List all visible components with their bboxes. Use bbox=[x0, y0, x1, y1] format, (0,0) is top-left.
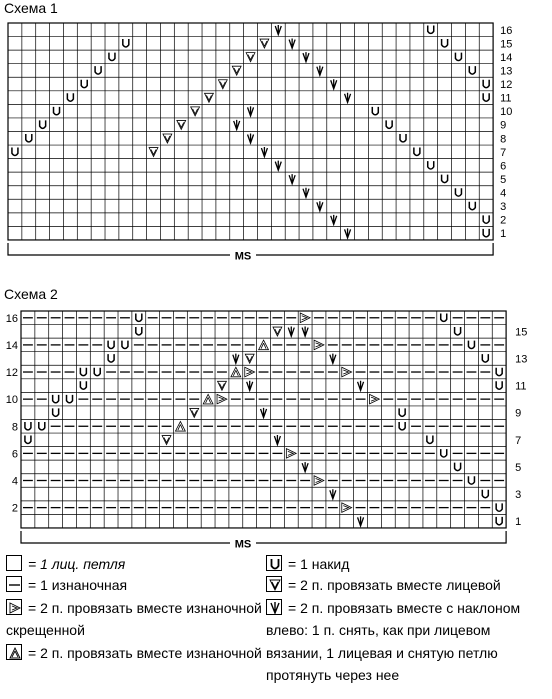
p2tog-icon bbox=[231, 367, 241, 377]
up-triangle-icon bbox=[6, 644, 22, 660]
row-number: 5 bbox=[500, 173, 507, 186]
ssk-arrow-icon bbox=[358, 381, 364, 391]
p2tog-tbl-icon bbox=[314, 476, 324, 486]
yarn-over-icon bbox=[482, 354, 488, 362]
legend-yo-text: = 1 накид bbox=[288, 555, 350, 572]
row-number: 14 bbox=[5, 339, 18, 352]
k2tog-icon bbox=[245, 354, 254, 363]
k2tog-icon bbox=[260, 39, 269, 48]
k2tog-icon bbox=[190, 408, 199, 417]
scheme1-title: Схема 1 bbox=[4, 0, 58, 16]
yarn-over-icon bbox=[496, 517, 502, 525]
k2tog-icon bbox=[218, 80, 227, 89]
yarn-over-icon bbox=[427, 436, 433, 444]
row-number: 3 bbox=[515, 489, 522, 502]
row-number: 16 bbox=[500, 24, 513, 37]
p2tog-tbl-icon bbox=[342, 367, 352, 377]
yarn-over-icon bbox=[441, 314, 447, 322]
yarn-over-icon bbox=[468, 341, 474, 349]
legend-k2tog bbox=[266, 574, 501, 596]
p2tog-icon bbox=[259, 340, 269, 350]
row-number: 3 bbox=[500, 201, 507, 214]
row-number: 13 bbox=[500, 65, 513, 78]
row-number: 2 bbox=[11, 502, 18, 515]
row-number: 6 bbox=[500, 160, 507, 173]
yarn-over-icon bbox=[40, 120, 46, 128]
yarn-over-icon bbox=[136, 327, 142, 335]
row-number: 6 bbox=[11, 448, 18, 461]
row-number: 9 bbox=[500, 119, 507, 132]
dash-icon bbox=[6, 576, 22, 592]
yarn-over-icon bbox=[123, 39, 129, 47]
yarn-over-icon bbox=[442, 175, 448, 183]
yarn-over-icon bbox=[108, 354, 114, 362]
ssk-arrow-icon bbox=[234, 120, 240, 130]
yarn-over-icon bbox=[455, 188, 461, 196]
row-number: 15 bbox=[500, 38, 513, 51]
ssk-arrow-icon bbox=[247, 381, 253, 391]
p2tog-tbl-icon bbox=[314, 340, 324, 350]
ssk-arrow-icon bbox=[261, 408, 267, 418]
legend-ssk-text-2: влево: 1 п. снять, как при лицевом bbox=[266, 621, 491, 638]
ms-label: MS bbox=[234, 250, 252, 263]
yarn-over-icon bbox=[53, 395, 59, 403]
yarn-over-icon bbox=[469, 66, 475, 74]
legend-knit-text: = 1 лиц. петля bbox=[28, 555, 126, 572]
yarn-over-icon bbox=[80, 368, 86, 376]
ssk-arrow-icon bbox=[330, 354, 336, 364]
legend-p2tog-tbl-cont bbox=[6, 619, 85, 641]
yarn-over-icon bbox=[483, 80, 489, 88]
k2tog-icon bbox=[177, 120, 186, 129]
row-number: 1 bbox=[515, 516, 522, 529]
p2tog-tbl-icon bbox=[245, 367, 255, 377]
row-number: 13 bbox=[515, 353, 528, 366]
p2tog-tbl-icon bbox=[370, 394, 380, 404]
yarn-over-icon bbox=[67, 395, 73, 403]
legend-purl bbox=[6, 574, 127, 596]
arrow-down-icon bbox=[266, 599, 282, 615]
row-number: 9 bbox=[515, 407, 522, 420]
row-number: 14 bbox=[500, 51, 513, 64]
yarn-over-icon bbox=[482, 490, 488, 498]
yarn-over-icon bbox=[455, 327, 461, 335]
ssk-arrow-icon bbox=[275, 25, 281, 35]
ssk-arrow-icon bbox=[288, 327, 294, 337]
row-number: 12 bbox=[5, 367, 18, 380]
yarn-over-icon bbox=[80, 381, 86, 389]
row-number: 1 bbox=[500, 228, 507, 241]
yarn-over-icon bbox=[39, 422, 45, 430]
yarn-over-icon bbox=[483, 93, 489, 101]
ssk-arrow-icon bbox=[330, 489, 336, 499]
ssk-arrow-icon bbox=[302, 462, 308, 472]
row-number: 7 bbox=[515, 434, 522, 447]
yarn-over-icon bbox=[53, 408, 59, 416]
ssk-arrow-icon bbox=[303, 52, 309, 62]
k2tog-icon bbox=[163, 134, 172, 143]
legend-ssk-text-1: = 2 п. провязать вместе с наклоном bbox=[288, 599, 521, 616]
legend-purl-text: = 1 изнаночная bbox=[28, 576, 128, 593]
yarn-over-icon bbox=[12, 148, 18, 156]
row-number: 4 bbox=[11, 475, 18, 488]
p2tog-tbl-icon bbox=[300, 313, 310, 323]
ssk-arrow-icon bbox=[345, 93, 351, 103]
ssk-arrow-icon bbox=[275, 161, 281, 171]
row-number: 16 bbox=[5, 312, 18, 325]
ssk-arrow-icon bbox=[261, 147, 267, 157]
ms-bracket bbox=[21, 531, 506, 543]
legend-ssk-cont2 bbox=[266, 642, 498, 664]
legend-p2tog-tbl bbox=[6, 597, 262, 619]
yarn-over-icon bbox=[26, 134, 32, 142]
row-number: 15 bbox=[515, 326, 528, 339]
ssk-arrow-icon bbox=[289, 39, 295, 49]
scheme2-title: Схема 2 bbox=[4, 286, 58, 302]
yarn-over-icon bbox=[441, 449, 447, 457]
row-number: 7 bbox=[500, 146, 507, 159]
yarn-over-icon bbox=[136, 314, 142, 322]
k2tog-icon bbox=[191, 107, 200, 116]
legend-ssk-cont3 bbox=[266, 664, 399, 686]
right-triangle-icon bbox=[6, 599, 22, 615]
yarn-over-icon bbox=[400, 134, 406, 142]
k2tog-icon bbox=[273, 327, 282, 336]
legend-k2tog-text: = 2 п. провязать вместе лицевой bbox=[288, 576, 501, 593]
k2tog-icon bbox=[246, 53, 255, 62]
yarn-over-icon bbox=[81, 80, 87, 88]
yarn-over-icon bbox=[442, 39, 448, 47]
row-number: 8 bbox=[11, 421, 18, 434]
yarn-over-icon bbox=[95, 66, 101, 74]
scheme1-grid bbox=[8, 23, 493, 240]
yarn-over-icon bbox=[25, 436, 31, 444]
legend-ssk bbox=[266, 597, 520, 619]
yarn-over-icon bbox=[54, 107, 60, 115]
p2tog-tbl-icon bbox=[342, 503, 352, 513]
row-number: 10 bbox=[5, 394, 18, 407]
ssk-arrow-icon bbox=[317, 201, 323, 211]
yarn-over-icon bbox=[468, 476, 474, 484]
yarn-over-icon bbox=[25, 422, 31, 430]
yarn-over-icon bbox=[386, 120, 392, 128]
legend-yo bbox=[266, 553, 349, 575]
k2tog-icon bbox=[149, 148, 158, 157]
ssk-arrow-icon bbox=[248, 106, 254, 116]
scheme2-chart bbox=[0, 300, 552, 555]
p2tog-icon bbox=[203, 394, 213, 404]
legend-knit bbox=[6, 553, 125, 575]
ssk-arrow-icon bbox=[303, 188, 309, 198]
legend-p2tog bbox=[6, 642, 262, 664]
yarn-over-icon bbox=[122, 341, 128, 349]
yarn-over-icon bbox=[496, 381, 502, 389]
k2tog-icon bbox=[232, 66, 241, 75]
k2tog-icon bbox=[162, 436, 171, 445]
yarn-over-icon bbox=[108, 341, 114, 349]
yarn-over-icon bbox=[67, 93, 73, 101]
yarn-over-icon bbox=[483, 229, 489, 237]
ssk-arrow-icon bbox=[345, 228, 351, 238]
yarn-over-icon bbox=[496, 368, 502, 376]
yarn-over-icon bbox=[483, 215, 489, 223]
yarn-over-icon bbox=[428, 26, 434, 34]
ssk-arrow-icon bbox=[358, 516, 364, 526]
yarn-over-icon bbox=[469, 202, 475, 210]
legend-ssk-text-4: протянуть через нее bbox=[266, 666, 400, 683]
yarn-over-icon bbox=[428, 161, 434, 169]
yarn-over-icon bbox=[414, 148, 420, 156]
row-number: 11 bbox=[515, 380, 527, 393]
U-symbol-icon bbox=[266, 555, 282, 571]
legend-p2tog-tbl-text-2: скрещенной bbox=[6, 621, 85, 638]
p2tog-tbl-icon bbox=[286, 449, 296, 459]
row-number: 5 bbox=[515, 461, 522, 474]
v-triangle-icon bbox=[266, 576, 282, 592]
scheme1-chart bbox=[0, 0, 552, 270]
ssk-arrow-icon bbox=[274, 435, 280, 445]
p2tog-tbl-icon bbox=[217, 394, 227, 404]
ssk-arrow-icon bbox=[331, 79, 337, 89]
yarn-over-icon bbox=[399, 408, 405, 416]
yarn-over-icon bbox=[109, 53, 115, 61]
row-number: 10 bbox=[500, 106, 513, 119]
row-number: 4 bbox=[500, 187, 507, 200]
ssk-arrow-icon bbox=[302, 327, 308, 337]
ssk-arrow-icon bbox=[248, 133, 254, 143]
yarn-over-icon bbox=[372, 107, 378, 115]
row-number: 11 bbox=[500, 92, 512, 105]
legend-ssk-cont1 bbox=[266, 619, 490, 641]
k2tog-icon bbox=[218, 381, 227, 390]
row-number: 2 bbox=[500, 214, 507, 227]
yarn-over-icon bbox=[455, 53, 461, 61]
ssk-arrow-icon bbox=[317, 66, 323, 76]
row-number: 12 bbox=[500, 79, 513, 92]
yarn-over-icon bbox=[94, 368, 100, 376]
ssk-arrow-icon bbox=[331, 215, 337, 225]
legend-p2tog-tbl-text: = 2 п. провязать вместе изнаночной bbox=[28, 599, 262, 616]
ssk-arrow-icon bbox=[289, 174, 295, 184]
k2tog-icon bbox=[205, 93, 214, 102]
row-number: 8 bbox=[500, 133, 507, 146]
yarn-over-icon bbox=[455, 463, 461, 471]
empty-square-icon bbox=[6, 555, 22, 571]
legend-p2tog-text: = 2 п. провязать вместе изнаночной bbox=[28, 644, 262, 661]
yarn-over-icon bbox=[399, 422, 405, 430]
legend-ssk-text-3: вязании, 1 лицевая и снятую петлю bbox=[266, 644, 498, 661]
p2tog-icon bbox=[175, 421, 185, 431]
ssk-arrow-icon bbox=[233, 354, 239, 364]
yarn-over-icon bbox=[496, 503, 502, 511]
ms-label: MS bbox=[234, 538, 252, 551]
